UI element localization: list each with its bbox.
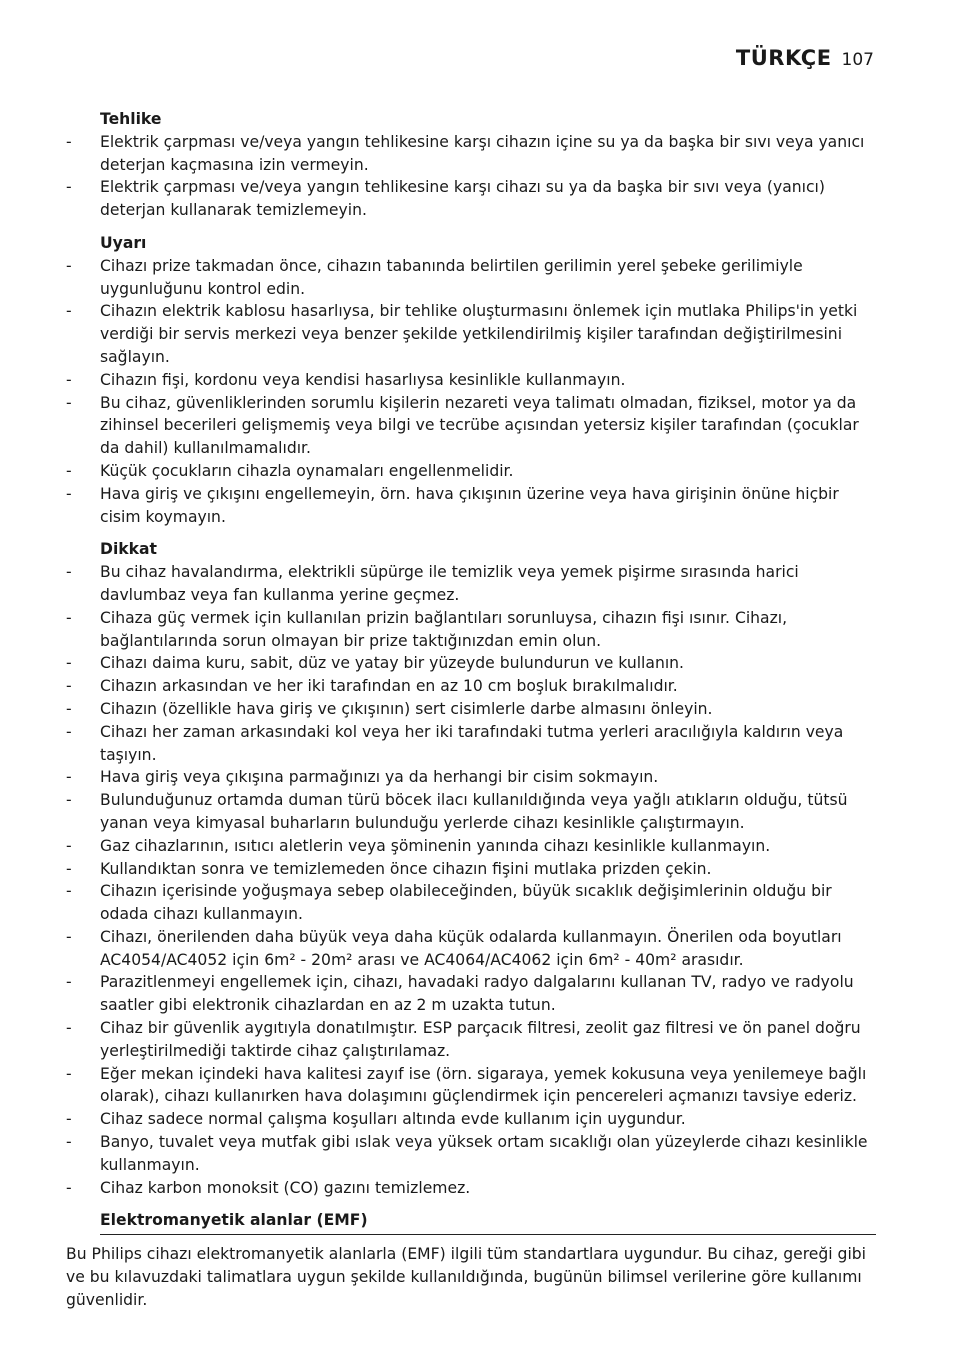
list-item-text: Bulunduğunuz ortamda duman türü böcek ilacı kullanıldığında veya yağlı atıkların olduğu, tütsü yanan veya kimyasal buharların bulunduğu yerlerde cihazı kesinlikle çalıştırmayın. bbox=[100, 791, 848, 832]
bullet-dash: - bbox=[66, 882, 72, 901]
list-item-text: Cihazı, önerilenden daha büyük veya daha küçük odalarda kullanmayın. Önerilen oda boyutları AC4054/AC4052 için 6m² - 20m² arası ve AC4064/AC4062 için 6m² - 40m² arasıdır. bbox=[100, 927, 842, 969]
bullet-dash: - bbox=[66, 484, 72, 503]
bullet-dash: - bbox=[66, 722, 72, 741]
bullet-dash: - bbox=[66, 370, 72, 389]
bullet-dash: - bbox=[66, 563, 72, 582]
section-tehlike bbox=[66, 108, 874, 222]
section-title: Elektromanyetik alanlar (EMF) bbox=[100, 1209, 876, 1235]
list-item bbox=[66, 483, 874, 529]
list-item bbox=[66, 1177, 874, 1200]
list-item bbox=[66, 858, 874, 881]
list-item-text: Cihaz sadece normal çalışma koşulları altında evde kullanım için uygundur. bbox=[100, 1110, 686, 1129]
section-title: Tehlike bbox=[100, 110, 162, 128]
bullet-dash: - bbox=[66, 699, 72, 718]
list-item bbox=[66, 1108, 874, 1131]
bullet-dash: - bbox=[66, 677, 72, 696]
list-item-text: Kullandıktan sonra ve temizlemeden önce cihazın fişini mutlaka prizden çekin. bbox=[100, 859, 712, 878]
list-item bbox=[66, 766, 874, 789]
list-item-text: Cihazı daima kuru, sabit, düz ve yatay bir yüzeyde bulundurun ve kullanın. bbox=[100, 654, 684, 673]
list-item-text: Cihaz karbon monoksit (CO) gazını temizlemez. bbox=[100, 1178, 471, 1197]
list-item bbox=[66, 561, 874, 607]
list-item-text: Cihazın (özellikle hava giriş ve çıkışının) sert cisimlerle darbe almasını önleyin. bbox=[100, 699, 713, 718]
list-item bbox=[66, 607, 874, 653]
list-item bbox=[66, 1131, 874, 1177]
bullet-dash: - bbox=[66, 393, 72, 412]
list-item-text: Elektrik çarpması ve/veya yangın tehlikesine karşı cihazı su ya da başka bir sıvı veya (yanıcı) deterjan kullanarak temizlemeyin. bbox=[100, 178, 825, 220]
bullet-list bbox=[66, 131, 874, 222]
section-body: Bu Philips cihazı elektromanyetik alanlarla (EMF) ilgili tüm standartlara uygundur. Bu cihaz, gereği gibi ve bu kılavuzdaki talimatlara uygun şekilde kullanıldığında, bugünün bilimsel verilerine göre kullanımı güvenlidir. bbox=[66, 1245, 867, 1309]
bullet-list bbox=[66, 561, 874, 1199]
list-item bbox=[66, 300, 874, 368]
section-title: Dikkat bbox=[100, 540, 158, 559]
list-item-text: Hava giriş ve çıkışını engellemeyin, örn. hava çıkışının üzerine veya hava girişinin önüne hiçbir cisim koymayın. bbox=[100, 484, 839, 526]
bullet-dash: - bbox=[66, 608, 72, 627]
list-item-text: Cihazı her zaman arkasındaki kol veya her iki tarafındaki tutma yerleri aracılığıyla kaldırın veya taşıyın. bbox=[100, 722, 844, 764]
bullet-dash: - bbox=[66, 1133, 72, 1152]
list-item-text: Gaz cihazlarının, ısıtıcı aletlerin veya şöminenin yanında cihazı kesinlikle kullanmayın. bbox=[100, 836, 771, 855]
list-item bbox=[66, 698, 874, 721]
list-item-text: Elektrik çarpması ve/veya yangın tehlikesine karşı cihazın içine su ya da başka bir sıvı veya yanıcı deterjan kaçmasına izin vermeyin. bbox=[100, 132, 865, 174]
list-item-text: Hava giriş veya çıkışına parmağınızı ya da herhangi bir cisim sokmayın. bbox=[100, 768, 659, 787]
list-item-text: Cihazın içerisinde yoğuşmaya sebep olabileceğinden, büyük sıcaklık değişimlerinin olduğu bir odada cihazı kullanmayın. bbox=[100, 882, 832, 924]
list-item-text: Eğer mekan içindeki hava kalitesi zayıf ise (örn. sigaraya, yemek kokusuna veya yenilemeye bağlı olarak), cihazı kullanırken hava dolaşımını güçlendirmek için pencereleri açmanızı tavsiye ederiz. bbox=[100, 1064, 867, 1106]
bullet-dash: - bbox=[66, 791, 72, 810]
list-item-text: Banyo, tuvalet veya mutfak gibi ıslak veya yüksek ortam sıcaklığı olan yüzeylerde cihazı kesinlikle kullanmayın. bbox=[100, 1133, 868, 1174]
page-number: 107 bbox=[841, 50, 874, 70]
list-item bbox=[66, 926, 874, 972]
section-emf bbox=[66, 1209, 874, 1311]
bullet-dash: - bbox=[66, 1064, 72, 1083]
list-item bbox=[66, 460, 874, 483]
bullet-dash: - bbox=[66, 461, 72, 480]
bullet-dash: - bbox=[66, 836, 72, 855]
bullet-dash: - bbox=[66, 132, 72, 151]
bullet-dash: - bbox=[66, 927, 72, 946]
bullet-dash: - bbox=[66, 1019, 72, 1038]
section-uyari bbox=[66, 232, 874, 528]
list-item bbox=[66, 1063, 874, 1109]
bullet-dash: - bbox=[66, 654, 72, 673]
bullet-dash: - bbox=[66, 859, 72, 878]
bullet-dash: - bbox=[66, 256, 72, 275]
list-item bbox=[66, 789, 874, 835]
list-item bbox=[66, 675, 874, 698]
list-item-text: Cihaz bir güvenlik aygıtıyla donatılmıştır. ESP parçacık filtresi, zeolit gaz filtresi ve ön panel doğru yerleştirilmediği taktirde cihaz çalıştırılamaz. bbox=[100, 1019, 861, 1060]
language-label: TÜRKÇE bbox=[735, 46, 832, 70]
list-item-text: Bu cihaz, güvenliklerinden sorumlu kişilerin nezareti veya talimatı olmadan, fiziksel, motor ya da zihinsel becerileri gelişmemiş veya bilgi ve tecrübe açısından yetersiz kişiler tarafından (çocuklar da dahil) kullanılmamalıdır. bbox=[100, 393, 859, 458]
bullet-dash: - bbox=[66, 302, 72, 321]
list-item bbox=[66, 652, 874, 675]
list-item bbox=[66, 971, 874, 1017]
list-item bbox=[66, 1017, 874, 1063]
list-item-text: Cihazın elektrik kablosu hasarlıysa, bir tehlike oluşturmasını önlemek için mutlaka Philips'in yetki verdiği bir servis merkezi veya benzer şekilde yetkilendirilmiş kişiler tarafından değiştirilmesini sağlayın. bbox=[100, 302, 858, 366]
list-item bbox=[66, 131, 874, 177]
list-item-text: Bu cihaz havalandırma, elektrikli süpürge ile temizlik veya yemek pişirme sırasında harici davlumbaz veya fan kullanma yerine geçmez. bbox=[100, 563, 799, 604]
bullet-list bbox=[66, 255, 874, 529]
bullet-dash: - bbox=[66, 1178, 72, 1197]
page-header bbox=[736, 46, 874, 70]
list-item bbox=[66, 721, 874, 767]
list-item-text: Cihazı prize takmadan önce, cihazın tabanında belirtilen gerilimin yerel şebeke gerilimiyle uygunluğunu kontrol edin. bbox=[100, 256, 803, 298]
list-item-text: Cihaza güç vermek için kullanılan prizin bağlantıları sorunluysa, cihazın fişi ısınır. Cihazı, bağlantılarında sorun olmayan bir prize taktığınızdan emin olun. bbox=[100, 608, 788, 650]
list-item-text: Küçük çocukların cihazla oynamaları engellenmelidir. bbox=[100, 461, 514, 480]
list-item bbox=[66, 176, 874, 222]
bullet-dash: - bbox=[66, 973, 72, 992]
list-item bbox=[66, 255, 874, 301]
bullet-dash: - bbox=[66, 768, 72, 787]
section-dikkat bbox=[66, 538, 874, 1199]
list-item bbox=[66, 369, 874, 392]
bullet-dash: - bbox=[66, 1110, 72, 1129]
list-item-text: Cihazın arkasından ve her iki tarafından en az 10 cm boşluk bırakılmalıdır. bbox=[100, 677, 678, 696]
section-title: Uyarı bbox=[100, 233, 147, 252]
list-item bbox=[66, 835, 874, 858]
page-content bbox=[66, 108, 874, 1322]
list-item bbox=[66, 880, 874, 926]
bullet-dash: - bbox=[66, 178, 72, 197]
list-item bbox=[66, 392, 874, 460]
list-item-text: Cihazın fişi, kordonu veya kendisi hasarlıysa kesinlikle kullanmayın. bbox=[100, 370, 626, 389]
list-item-text: Parazitlenmeyi engellemek için, cihazı, havadaki radyo dalgalarını kullanan TV, radyo ve radyolu saatler gibi elektronik cihazlardan en az 2 m uzakta tutun. bbox=[100, 973, 854, 1015]
